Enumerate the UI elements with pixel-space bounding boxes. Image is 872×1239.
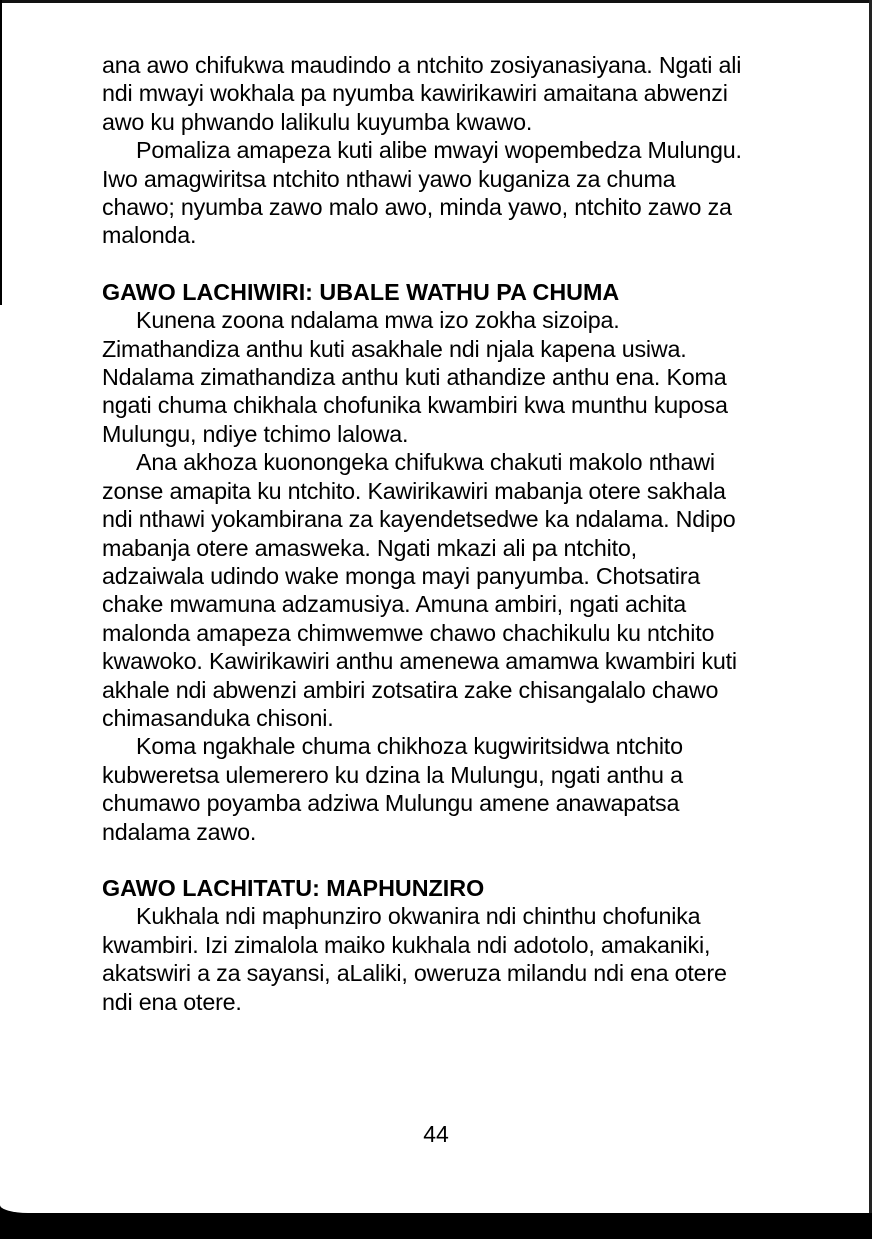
text-line: Mulungu, ndiye tchimo lalowa. (102, 420, 409, 447)
text-line: kwawoko. Kawirikawiri anthu amenewa amamwa kwambiri kuti (102, 648, 737, 675)
text-line: ana awo chifukwa maudindo a ntchito zosiyanasiyana. Ngati ali (102, 52, 742, 78)
text-line: chawo; nyumba zawo malo awo, minda yawo, ntchito zawo za (102, 194, 732, 221)
scan-edge-top (0, 0, 872, 3)
text-line: ndi nthawi yokambirana za kayendetsedwe ka ndalama. Ndipo (102, 506, 736, 533)
text-line: Ana akhoza kuonongeka chifukwa chakuti makolo nthawi (136, 449, 715, 476)
text-line: Kunena zoona ndalama mwa izo zokha sizoipa. (136, 307, 620, 334)
text-line: Koma ngakhale chuma chikhoza kugwiritsidwa ntchito (136, 733, 683, 760)
section-3-paragraph-1 (102, 902, 822, 1016)
text-line: akhale ndi abwenzi ambiri zotsatira zake chisangalalo chawo (102, 676, 719, 703)
section-2-paragraph-1 (102, 306, 822, 448)
continuation-paragraph (102, 51, 822, 136)
page-number: 44 (423, 1121, 449, 1147)
page-body-text (102, 51, 822, 1016)
text-line: Kukhala ndi maphunziro okwanira ndi chinthu chofunika (136, 903, 701, 930)
text-line: adzaiwala udindo wake monga mayi panyumba. Chotsatira (102, 562, 701, 589)
pomaliza-paragraph (102, 136, 822, 250)
text-line: awo ku phwando lalikulu kuyumba kwawo. (102, 108, 533, 135)
text-line: malonda. (102, 222, 197, 249)
text-line: ndi ena otere. (102, 988, 242, 1015)
section-spacer (102, 250, 822, 278)
section-spacer (102, 846, 822, 874)
text-line: ndalama zawo. (102, 818, 257, 845)
text-line: akatswiri a za sayansi, aLaliki, oweruza milandu ndi ena otere (102, 960, 727, 987)
text-line: Iwo amagwiritsa ntchito nthawi yawo kuganiza za chuma (102, 165, 676, 192)
scan-margin-line (0, 0, 2, 305)
text-line: zonse amapita ku ntchito. Kawirikawiri mabanja otere sakhala (102, 477, 726, 504)
section-2-paragraph-2 (102, 448, 822, 732)
text-line: chake mwamuna adzamusiya. Amuna ambiri, ngati achita (102, 591, 686, 618)
text-line: malonda amapeza chimwemwe chawo chachikulu ku ntchito (102, 619, 715, 646)
section-2-paragraph-3 (102, 732, 822, 846)
text-line: Ndalama zimathandiza anthu kuti athandize anthu ena. Koma (102, 364, 727, 391)
text-line: mabanja otere amasweka. Ngati mkazi ali pa ntchito, (102, 534, 637, 561)
text-line: Zimathandiza anthu kuti asakhale ndi njala kapena usiwa. (102, 335, 687, 362)
section-heading-ubale-wathu-pa-chuma: GAWO LACHIWIRI: UBALE WATHU PA CHUMA (102, 278, 620, 305)
text-line: Pomaliza amapeza kuti alibe mwayi wopembedza Mulungu. (136, 137, 742, 164)
text-line: kwambiri. Izi zimalola maiko kukhala ndi adotolo, amakaniki, (102, 931, 711, 958)
text-line: chumawo poyamba adziwa Mulungu amene anawapatsa (102, 790, 680, 817)
text-line: kubweretsa ulemerero ku dzina la Mulungu, ngati anthu a (102, 761, 683, 788)
text-line: chimasanduka chisoni. (102, 704, 334, 731)
text-line: ngati chuma chikhala chofunika kwambiri kwa munthu kuposa (102, 392, 728, 419)
text-line: ndi mwayi wokhala pa nyumba kawirikawiri amaitana abwenzi (102, 80, 728, 107)
section-heading-maphunziro: GAWO LACHITATU: MAPHUNZIRO (102, 874, 485, 901)
